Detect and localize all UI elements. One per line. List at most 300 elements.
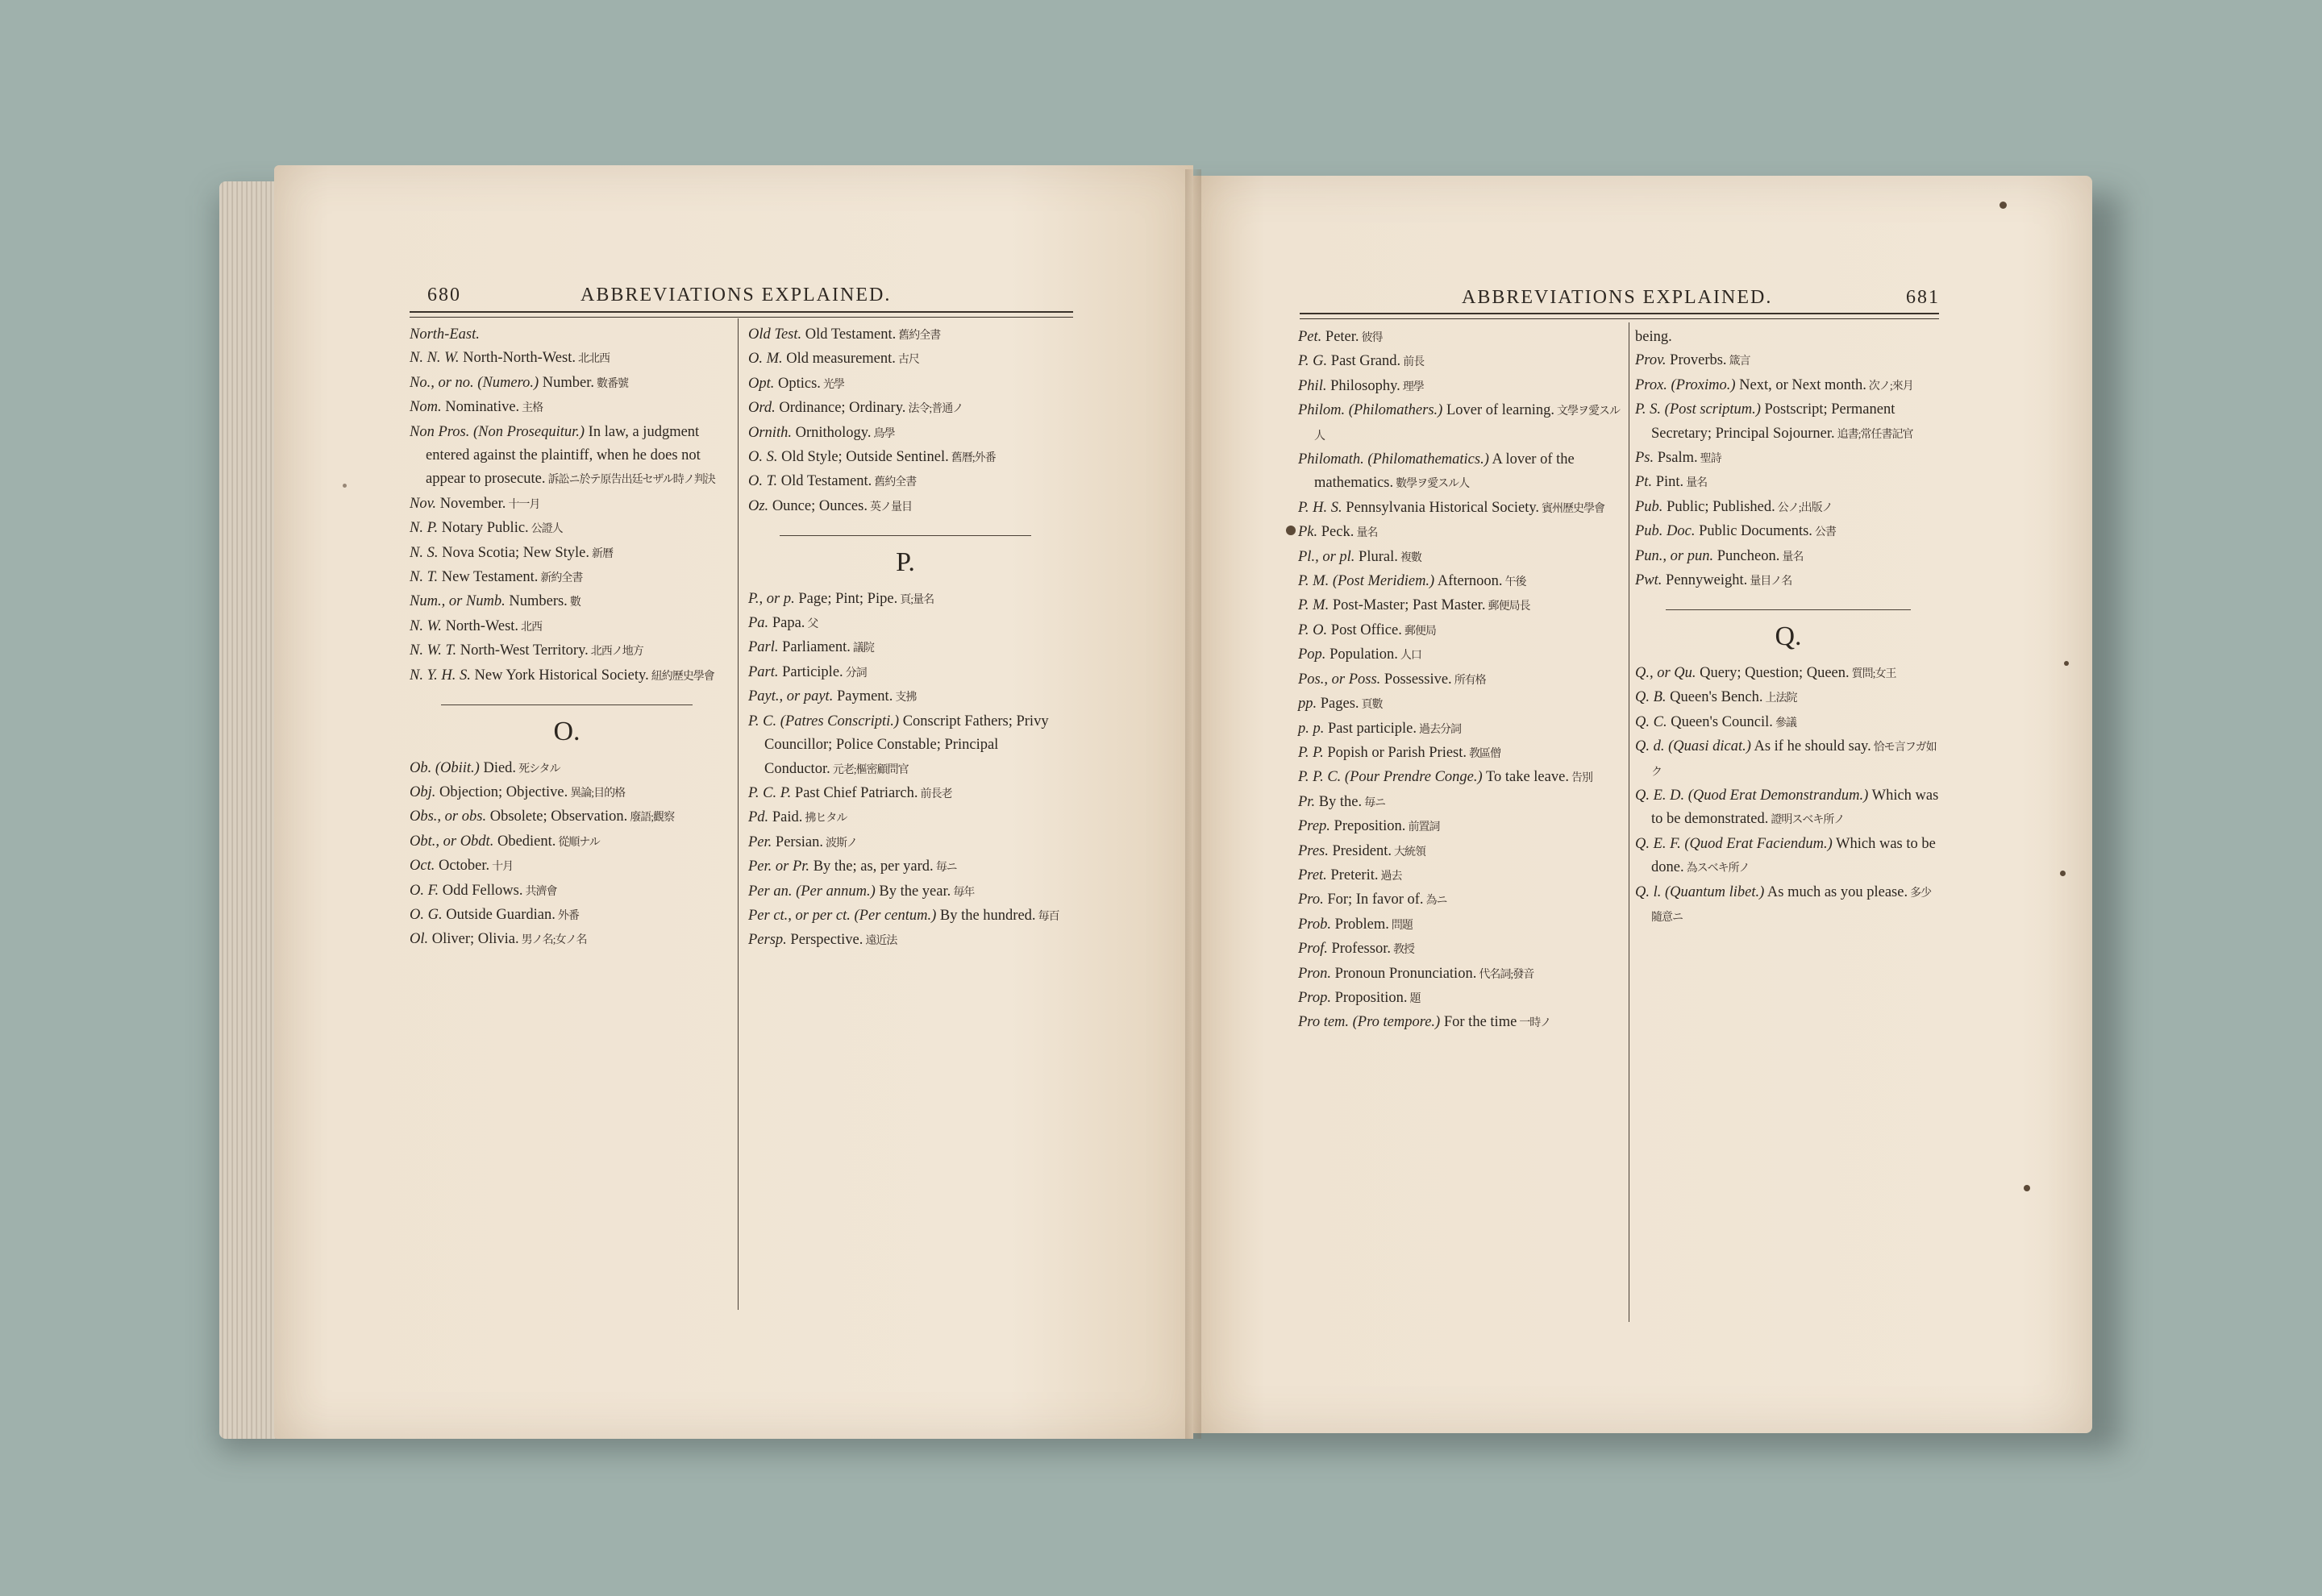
meaning: Public Documents. xyxy=(1699,523,1812,540)
abbreviation: P., or p. xyxy=(748,590,795,607)
dictionary-entry xyxy=(748,347,1063,372)
meaning: October. xyxy=(438,858,490,875)
abbreviation: P. C. (Patres Conscripti.) xyxy=(748,713,900,729)
dictionary-entry xyxy=(1635,398,1941,447)
foxing-spot xyxy=(2060,871,2066,876)
dictionary-entry xyxy=(748,929,1063,953)
meaning: Philosophy. xyxy=(1330,377,1400,394)
abbreviation: P. C. P. xyxy=(748,784,792,801)
foxing-spot xyxy=(1286,526,1296,535)
abbreviation: Nov. xyxy=(410,495,437,512)
meaning: Perspective. xyxy=(790,932,863,949)
japanese-gloss: 北北西 xyxy=(577,353,610,366)
dictionary-entry xyxy=(1635,662,1941,686)
dictionary-entry xyxy=(1298,888,1621,912)
japanese-gloss: 外番 xyxy=(557,909,579,922)
japanese-gloss: 男ノ名;女ノ名 xyxy=(521,934,587,947)
dictionary-entry xyxy=(748,904,1063,929)
abbreviation: Prof. xyxy=(1298,941,1328,958)
japanese-gloss: 所有格 xyxy=(1454,674,1486,687)
japanese-gloss: 頁;量名 xyxy=(900,593,934,606)
meaning: Past participle. xyxy=(1328,720,1417,737)
abbreviation: Pr. xyxy=(1298,793,1316,810)
meaning: Ornithology. xyxy=(795,424,872,441)
section-rule xyxy=(1666,609,1911,610)
abbreviation: Pro. xyxy=(1298,892,1324,908)
meaning: Parliament. xyxy=(782,639,851,656)
meaning: President. xyxy=(1332,842,1392,859)
abbreviation: Q. l. (Quantum libet.) xyxy=(1635,883,1765,900)
section-letter: P. xyxy=(896,547,915,578)
japanese-gloss: 數 xyxy=(569,596,580,609)
japanese-gloss: 量目ノ名 xyxy=(1750,576,1792,588)
abbreviation: Payt., or payt. xyxy=(748,688,834,705)
meaning: Pennyweight. xyxy=(1666,572,1748,589)
abbreviation: Pwt. xyxy=(1635,572,1662,589)
dictionary-entry xyxy=(1298,791,1621,815)
dictionary-entry xyxy=(410,372,724,396)
meaning: Peck. xyxy=(1321,524,1354,541)
japanese-gloss: 聖詩 xyxy=(1700,453,1721,466)
foxing-spot xyxy=(2064,661,2069,666)
dictionary-entry xyxy=(1298,619,1621,643)
abbreviation: N. P. xyxy=(410,520,439,537)
abbreviation: N. S. xyxy=(410,544,439,561)
meaning: Pages. xyxy=(1320,696,1359,713)
japanese-gloss: 舊約全書 xyxy=(898,330,941,342)
meaning: Conscript Fathers; Privy Councillor; Police Constable; Principal Conductor. xyxy=(764,713,1049,777)
dictionary-entry xyxy=(748,855,1063,879)
abbreviation: P. M. xyxy=(1298,597,1330,614)
abbreviation: N. T. xyxy=(410,569,439,586)
dictionary-entry xyxy=(1635,447,1941,471)
japanese-gloss: 次ノ;來月 xyxy=(1868,380,1913,393)
meaning: Next, or Next month. xyxy=(1739,376,1866,393)
japanese-gloss: 追書;常任書記官 xyxy=(1837,428,1913,441)
dictionary-entry xyxy=(410,590,724,614)
abbreviation: Pet. xyxy=(1298,329,1322,345)
dictionary-entry xyxy=(1298,864,1621,888)
japanese-gloss: 人口 xyxy=(1400,650,1421,663)
dictionary-entry xyxy=(748,661,1063,685)
meaning: By the. xyxy=(1318,793,1363,810)
japanese-gloss: 議院 xyxy=(852,642,874,655)
japanese-gloss: 毎ニ xyxy=(935,862,957,875)
meaning: North-North-West. xyxy=(463,350,576,367)
japanese-gloss: 北西 xyxy=(521,621,543,634)
abbreviation: O. F. xyxy=(410,882,439,899)
japanese-gloss: 一時ノ xyxy=(1519,1017,1551,1030)
dictionary-entry xyxy=(1298,594,1621,618)
meaning: New Testament. xyxy=(441,569,539,586)
abbreviation: Ornith. xyxy=(748,424,792,441)
dictionary-entry xyxy=(748,495,1063,519)
abbreviation: O. T. xyxy=(748,473,778,490)
section-letter: Q. xyxy=(1775,621,1802,652)
japanese-gloss: 代名詞;發音 xyxy=(1479,968,1534,981)
meaning: being. xyxy=(1635,329,1672,345)
dictionary-entry xyxy=(1635,686,1941,710)
meaning: Postscript; Permanent Secretary; Principal Sojourner. xyxy=(1651,401,1895,442)
meaning: Afternoon. xyxy=(1437,573,1503,590)
japanese-gloss: 箴言 xyxy=(1729,355,1750,368)
meaning: Paid. xyxy=(772,809,803,826)
meaning: Which was to be demonstrated. xyxy=(1651,787,1939,828)
foxing-spot xyxy=(343,484,347,488)
japanese-gloss: 分詞 xyxy=(845,667,867,680)
dictionary-entry xyxy=(1298,546,1621,570)
abbreviation: N. W. xyxy=(410,617,442,634)
abbreviation: Oct. xyxy=(410,858,435,875)
meaning: November. xyxy=(439,495,506,512)
japanese-gloss: 前長 xyxy=(1403,356,1425,369)
japanese-gloss: 理學 xyxy=(1402,380,1424,393)
meaning: Query; Question; Queen. xyxy=(1700,664,1850,681)
meaning: Possessive. xyxy=(1384,671,1452,688)
header-rule-left xyxy=(410,311,1073,318)
meaning: Pint. xyxy=(1655,474,1684,491)
dictionary-entry xyxy=(410,615,724,639)
abbreviation: Part. xyxy=(748,663,779,680)
abbreviation: Nom. xyxy=(410,399,442,416)
japanese-gloss: 毎百 xyxy=(1038,910,1059,923)
abbreviation: Ps. xyxy=(1635,450,1654,467)
dictionary-entry xyxy=(410,805,724,829)
dictionary-entry xyxy=(410,854,724,879)
japanese-gloss: 量名 xyxy=(1782,551,1804,563)
meaning: Post Office. xyxy=(1330,621,1402,638)
japanese-gloss: 證明スベキ所ノ xyxy=(1771,814,1845,827)
meaning: For the time xyxy=(1443,1014,1517,1031)
dictionary-entry xyxy=(748,323,1063,347)
abbreviation: Prop. xyxy=(1298,989,1331,1006)
dictionary-entry xyxy=(748,446,1063,470)
dictionary-entry xyxy=(1635,735,1941,784)
right-page xyxy=(1193,176,2092,1433)
abbreviation: Opt. xyxy=(748,375,775,392)
abbreviation: Pub. xyxy=(1635,498,1663,515)
abbreviation: Ol. xyxy=(410,931,429,948)
dictionary-entry xyxy=(1298,987,1621,1011)
japanese-gloss: 元老;樞密顧問官 xyxy=(832,763,909,776)
dictionary-entry xyxy=(410,664,724,688)
dictionary-entry xyxy=(1298,1011,1621,1035)
meaning: To take leave. xyxy=(1485,769,1569,786)
dictionary-entry xyxy=(1298,692,1621,717)
meaning: Died. xyxy=(483,759,517,776)
japanese-gloss: 訴訟ニ於テ原告出廷セザル時ノ判決 xyxy=(547,474,715,487)
japanese-gloss: 文學ヲ愛スル人 xyxy=(1314,405,1621,443)
left-column-1 xyxy=(410,323,724,953)
dictionary-entry xyxy=(1298,399,1621,448)
page-number-left: 680 xyxy=(427,285,461,305)
abbreviation: Philom. (Philomathers.) xyxy=(1298,402,1443,419)
meaning: Participle. xyxy=(782,663,843,680)
dictionary-entry xyxy=(1298,375,1621,399)
abbreviation: Q. E. F. (Quod Erat Faciendum.) xyxy=(1635,835,1833,852)
japanese-gloss: 光學 xyxy=(822,378,844,391)
dictionary-entry xyxy=(410,493,724,517)
japanese-gloss: 鳥學 xyxy=(873,427,895,440)
right-column-2 xyxy=(1635,326,1941,929)
abbreviation: Pres. xyxy=(1298,842,1329,859)
dictionary-entry xyxy=(748,636,1063,660)
dictionary-entry xyxy=(1298,766,1621,790)
abbreviation: Pop. xyxy=(1298,646,1326,663)
gutter xyxy=(1185,169,1201,1439)
japanese-gloss: 過去分詞 xyxy=(1418,723,1461,736)
meaning: Lover of learning. xyxy=(1446,402,1555,419)
dictionary-entry xyxy=(748,422,1063,446)
japanese-gloss: 頁數 xyxy=(1361,699,1383,712)
abbreviation: Oz. xyxy=(748,497,769,514)
meaning: Obedient. xyxy=(497,833,556,850)
running-head-right: ABBREVIATIONS EXPLAINED. xyxy=(1462,287,1773,308)
meaning: Ounce; Ounces. xyxy=(772,497,868,514)
japanese-gloss: 父 xyxy=(807,618,818,631)
meaning: Nominative. xyxy=(445,399,520,416)
meaning: Queen's Bench. xyxy=(1670,689,1763,706)
dictionary-entry xyxy=(1298,521,1621,545)
abbreviation: pp. xyxy=(1298,696,1317,713)
meaning: Payment. xyxy=(836,688,893,705)
abbreviation: P. S. (Post scriptum.) xyxy=(1635,401,1761,418)
foxing-spot xyxy=(2024,1185,2030,1191)
abbreviation: Ob. (Obiit.) xyxy=(410,759,480,776)
japanese-gloss: 量名 xyxy=(1686,477,1708,490)
dictionary-entry xyxy=(1635,471,1941,495)
dictionary-entry xyxy=(1298,350,1621,374)
japanese-gloss: 教授 xyxy=(1392,944,1414,957)
japanese-gloss: 題 xyxy=(1409,992,1421,1005)
meaning: Popish or Parish Priest. xyxy=(1327,744,1467,761)
japanese-gloss: 從順ナル xyxy=(558,836,600,849)
meaning: As much as you please. xyxy=(1766,883,1908,900)
meaning: Psalm. xyxy=(1657,450,1698,467)
japanese-gloss: 上法院 xyxy=(1765,692,1797,705)
abbreviation: O. S. xyxy=(748,449,778,466)
dictionary-entry xyxy=(748,612,1063,636)
abbreviation: Pos., or Poss. xyxy=(1298,671,1381,688)
abbreviation: O. G. xyxy=(410,906,443,923)
dictionary-entry xyxy=(1635,326,1941,349)
abbreviation: N. Y. H. S. xyxy=(410,667,471,684)
japanese-gloss: 郵便局長 xyxy=(1488,601,1530,613)
abbreviation: Prob. xyxy=(1298,916,1331,933)
meaning: Old Style; Outside Sentinel. xyxy=(781,449,949,466)
japanese-gloss: 支拂 xyxy=(895,692,917,704)
meaning: Obsolete; Observation. xyxy=(489,808,628,825)
abbreviation: Pret. xyxy=(1298,867,1327,883)
japanese-gloss: 為スベキ所ノ xyxy=(1686,862,1750,875)
dictionary-entry xyxy=(1635,711,1941,735)
meaning: Plural. xyxy=(1359,548,1398,565)
meaning: Public; Published. xyxy=(1667,498,1775,515)
abbreviation: Per. xyxy=(748,833,772,850)
meaning: Old measurement. xyxy=(786,351,896,368)
dictionary-entry xyxy=(410,347,724,371)
meaning: A lover of the mathematics. xyxy=(1314,451,1575,492)
meaning: By the year. xyxy=(879,883,951,900)
abbreviation: Non Pros. (Non Prosequitur.) xyxy=(410,423,585,440)
japanese-gloss: 午後 xyxy=(1504,576,1526,589)
abbreviation: Q. E. D. (Quod Erat Demonstrandum.) xyxy=(1635,787,1869,804)
dictionary-entry xyxy=(748,588,1063,612)
japanese-gloss: 彼得 xyxy=(1361,332,1383,344)
japanese-gloss: 恰モ言フガ如ク xyxy=(1651,742,1937,779)
abbreviation: N. W. T. xyxy=(410,642,457,659)
meaning: Optics. xyxy=(778,375,821,392)
japanese-gloss: 新曆 xyxy=(592,547,614,560)
meaning: Peter. xyxy=(1325,329,1359,345)
abbreviation: Philomath. (Philomathematics.) xyxy=(1298,451,1489,468)
dictionary-entry xyxy=(1298,913,1621,937)
japanese-gloss: 大統領 xyxy=(1393,846,1425,858)
meaning: In law, a judgment entered against the plaintiff, when he does not appear to prosecute. xyxy=(426,423,701,488)
meaning: Nova Scotia; New Style. xyxy=(442,544,590,561)
abbreviation: Pron. xyxy=(1298,965,1331,982)
abbreviation: Obt., or Obdt. xyxy=(410,833,494,850)
dictionary-entry xyxy=(1635,374,1941,398)
meaning: Odd Fellows. xyxy=(442,882,523,899)
dictionary-entry xyxy=(1298,497,1621,521)
dictionary-entry xyxy=(1298,937,1621,962)
abbreviation: p. p. xyxy=(1298,720,1325,737)
dictionary-entry xyxy=(748,710,1063,782)
japanese-gloss: 拂ヒタル xyxy=(805,813,847,825)
japanese-gloss: 舊約全書 xyxy=(874,476,917,489)
dictionary-entry xyxy=(748,685,1063,709)
meaning: Numbers. xyxy=(509,593,568,610)
dictionary-entry xyxy=(410,421,724,493)
dictionary-entry xyxy=(1298,815,1621,839)
meaning: Past Chief Patriarch. xyxy=(794,784,918,801)
meaning: Preposition. xyxy=(1334,818,1406,835)
dictionary-entry xyxy=(410,757,724,781)
meaning: Past Grand. xyxy=(1330,353,1401,370)
dictionary-entry xyxy=(1635,520,1941,544)
dictionary-entry xyxy=(1635,349,1941,373)
dictionary-entry xyxy=(1298,742,1621,766)
abbreviation: Q., or Qu. xyxy=(1635,664,1696,681)
dictionary-entry xyxy=(748,880,1063,904)
dictionary-entry xyxy=(410,830,724,854)
abbreviation: Pk. xyxy=(1298,524,1318,541)
dictionary-entry xyxy=(410,517,724,541)
japanese-gloss: 數學ヲ愛スル人 xyxy=(1396,478,1470,491)
dictionary-entry xyxy=(410,542,724,566)
abbreviation: Pun., or pun. xyxy=(1635,547,1714,564)
abbreviation: Pro tem. (Pro tempore.) xyxy=(1298,1014,1441,1031)
meaning: Problem. xyxy=(1334,916,1389,933)
japanese-gloss: 為ニ xyxy=(1425,895,1447,908)
abbreviation: North-East. xyxy=(410,326,480,343)
abbreviation: Prep. xyxy=(1298,818,1330,835)
meaning: By the hundred. xyxy=(939,907,1036,924)
running-head-left: ABBREVIATIONS EXPLAINED. xyxy=(580,285,892,305)
right-column-1 xyxy=(1298,326,1621,1036)
meaning: Post-Master; Past Master. xyxy=(1332,597,1486,614)
abbreviation: Prov. xyxy=(1635,352,1667,369)
meaning: Proposition. xyxy=(1334,989,1408,1006)
abbreviation: Pub. Doc. xyxy=(1635,523,1696,540)
dictionary-entry xyxy=(1635,784,1941,833)
dictionary-entry xyxy=(748,397,1063,421)
abbreviation: Num., or Numb. xyxy=(410,593,506,610)
dictionary-entry xyxy=(1298,668,1621,692)
japanese-gloss: 賓州歷史學會 xyxy=(1542,502,1605,515)
japanese-gloss: 前置詞 xyxy=(1408,821,1440,834)
japanese-gloss: 量名 xyxy=(1356,527,1378,540)
foxing-spot xyxy=(2000,202,2007,209)
meaning: Which was to be done. xyxy=(1651,835,1936,876)
meaning: Persian. xyxy=(775,833,824,850)
japanese-gloss: 告別 xyxy=(1571,772,1592,785)
japanese-gloss: 北西ノ地方 xyxy=(590,646,643,659)
dictionary-entry xyxy=(1298,570,1621,594)
abbreviation: P. G. xyxy=(1298,353,1328,370)
abbreviation: P. H. S. xyxy=(1298,499,1342,516)
meaning: Pennsylvania Historical Society. xyxy=(1346,499,1540,516)
japanese-gloss: 毎ニ xyxy=(1364,796,1386,809)
japanese-gloss: 十一月 xyxy=(508,498,540,511)
meaning: Ordinance; Ordinary. xyxy=(779,400,906,417)
japanese-gloss: 死シタル xyxy=(518,763,560,775)
meaning: Outside Guardian. xyxy=(446,906,556,923)
abbreviation: N. N. W. xyxy=(410,350,460,367)
meaning: As if he should say. xyxy=(1754,738,1871,755)
meaning: Population. xyxy=(1330,646,1398,663)
dictionary-entry xyxy=(1635,881,1941,930)
meaning: Notary Public. xyxy=(441,520,529,537)
japanese-gloss: 問題 xyxy=(1391,919,1413,932)
meaning: Old Testament. xyxy=(805,326,897,343)
dictionary-entry xyxy=(410,928,724,952)
abbreviation: Obj. xyxy=(410,783,436,800)
meaning: Professor. xyxy=(1331,941,1391,958)
japanese-gloss: 參議 xyxy=(1775,717,1796,729)
dictionary-entry xyxy=(410,904,724,928)
abbreviation: P. O. xyxy=(1298,621,1328,638)
japanese-gloss: 共濟會 xyxy=(525,885,557,898)
meaning: Number. xyxy=(542,374,595,391)
meaning: Puncheon. xyxy=(1717,547,1780,564)
meaning: Old Testament. xyxy=(780,473,872,490)
section-letter: O. xyxy=(553,717,580,747)
japanese-gloss: 異論;目的格 xyxy=(570,787,626,800)
section-rule xyxy=(780,535,1031,536)
abbreviation: O. M. xyxy=(748,351,783,368)
abbreviation: Per ct., or per ct. (Per centum.) xyxy=(748,907,937,924)
meaning: North-West. xyxy=(445,617,519,634)
abbreviation: Per. or Pr. xyxy=(748,858,810,875)
abbreviation: P. M. (Post Meridiem.) xyxy=(1298,573,1435,590)
page-number-right: 681 xyxy=(1906,287,1940,308)
meaning: Papa. xyxy=(772,615,805,632)
japanese-gloss: 廢語;觀察 xyxy=(630,812,675,825)
japanese-gloss: 法令;普通ノ xyxy=(908,403,963,416)
meaning: North-West Territory. xyxy=(460,642,589,659)
abbreviation: Q. B. xyxy=(1635,689,1667,706)
abbreviation: Pt. xyxy=(1635,474,1653,491)
dictionary-entry xyxy=(410,879,724,904)
japanese-gloss: 教區僧 xyxy=(1469,747,1501,760)
japanese-gloss: 十月 xyxy=(492,861,514,874)
japanese-gloss: 過去 xyxy=(1380,870,1402,883)
japanese-gloss: 公證人 xyxy=(531,523,563,536)
dictionary-entry xyxy=(1298,448,1621,497)
dictionary-entry xyxy=(410,396,724,420)
